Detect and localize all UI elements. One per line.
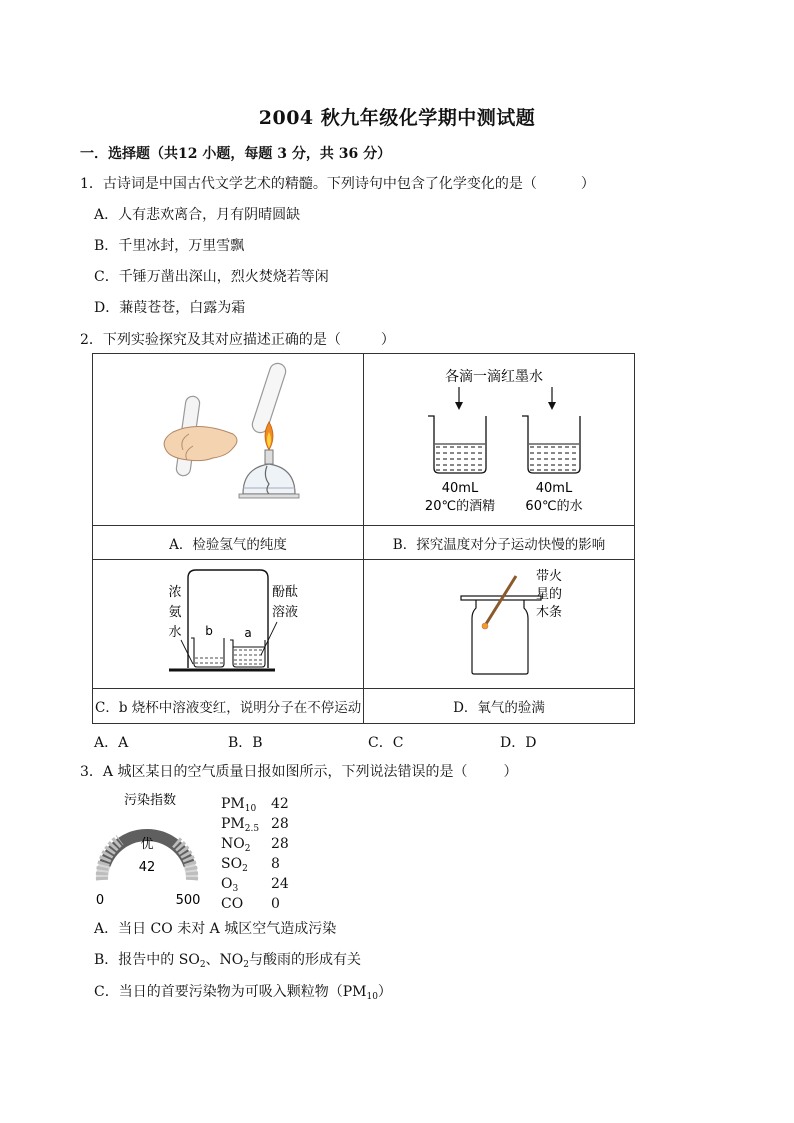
figure-a-cell (93, 354, 364, 526)
molecule-motion-temperature-figure (364, 354, 634, 525)
question-3-option-b: B．报告中的 $SO_2$、$NO_2$与酸雨的形成有关 (94, 952, 362, 970)
pollutant-name: CO (221, 896, 244, 912)
figure-c-cell (93, 560, 364, 689)
figure-b-cell (364, 354, 635, 526)
pollutant-subscript: 2 (244, 844, 251, 854)
splint-label-1: 带火 (536, 569, 563, 584)
right-beaker-volume: 40mL (535, 481, 573, 496)
question-3-option-c: C．当日的首要污染物为可吸入颗粒物$(PM_{10})$ (94, 984, 392, 1002)
pollutant-name: O (221, 876, 233, 892)
question-1-option-b: B．千里冰封，万里雪飘 (94, 238, 245, 254)
red-ink-label: 各滴一滴红墨水 (445, 369, 543, 385)
question-1-option-c: C．千锤万凿出深山，烈火焚烧若等闲 (94, 269, 329, 285)
pollutant-row (221, 815, 289, 834)
gauge-min: 0 (95, 893, 105, 908)
question-3-option-a: A．当日 CO 未对 A 城区空气造成污染 (94, 921, 337, 937)
pollutant-value: 24 (271, 876, 289, 892)
beaker-b-label: b (205, 624, 213, 638)
pollutant-row (221, 795, 289, 814)
pollution-index-gauge (92, 790, 292, 910)
pollutant-value: 28 (271, 816, 289, 832)
air-quality-gauge (92, 790, 292, 910)
left-beaker-desc: 20℃的酒精 (424, 499, 496, 514)
pollutant-value: 28 (271, 836, 289, 852)
question-2-answer-a: A．A (94, 735, 129, 751)
right-beaker-desc: 60℃的水 (525, 499, 583, 514)
beaker-a-label: a (244, 626, 252, 640)
pollutant-value: 8 (271, 856, 280, 872)
pollutant-name: PM (221, 796, 245, 812)
ammonia-label-3: 水 (168, 625, 182, 640)
gauge-max: 500 (175, 893, 201, 908)
phenol-label-1: 酚酞 (271, 585, 299, 600)
figure-d-caption: D．氧气的验满 (364, 689, 635, 724)
section-heading: 一．选择题（共12 小题，每题 3 分，共 36 分） (80, 146, 392, 162)
pollutant-name: PM (221, 816, 245, 832)
figure-b-caption: B．探究温度对分子运动快慢的影响 (364, 526, 635, 560)
hydrogen-purity-test-figure (93, 354, 363, 525)
question-3-stem: 3．A 城区某日的空气质量日报如图所示，下列说法错误的是（ ） (80, 764, 518, 780)
figure-a-caption: A．检验氢气的纯度 (93, 526, 364, 560)
phenol-label-2: 溶液 (271, 605, 299, 620)
question-2-stem: 2．下列实验探究及其对应描述正确的是（ ） (80, 332, 395, 348)
experiment-table (92, 353, 635, 724)
gauge-title: 污染指数 (123, 793, 177, 808)
pollutant-value: 42 (271, 796, 289, 812)
question-1-option-d: D．蒹葭苍苍，白露为霜 (94, 300, 246, 316)
ammonia-label-2: 氨 (168, 605, 182, 620)
pollutant-row (221, 835, 289, 854)
splint-label-2: 星的 (536, 587, 563, 602)
gauge-value: 42 (138, 860, 156, 875)
ammonia-label-1: 浓 (168, 585, 182, 600)
pollutant-subscript: 3 (232, 884, 239, 894)
pollutant-subscript: 2.5 (244, 824, 260, 834)
figure-d-cell (364, 560, 635, 689)
ammonia-diffusion-figure (93, 560, 363, 688)
oxygen-full-test-figure (364, 560, 634, 688)
question-1-stem: 1．古诗词是中国古代文学艺术的精髓。下列诗句中包含了化学变化的是（ ） (80, 176, 595, 192)
pollutant-name: SO (221, 856, 243, 872)
pollutant-row (221, 875, 289, 894)
question-2-answer-b: B．B (228, 735, 263, 751)
splint-label-3: 木条 (536, 605, 563, 620)
pollutant-value: 0 (271, 896, 280, 912)
question-2-answer-c: C．C (368, 735, 404, 751)
left-beaker-volume: 40mL (441, 481, 479, 496)
pollutant-row (221, 895, 280, 913)
question-1-option-a: A．人有悲欢离合，月有阴晴圆缺 (94, 207, 301, 223)
exam-title: 2004 秋九年级化学期中测试题 (258, 107, 536, 129)
pollutant-name: NO (221, 836, 245, 852)
pollutant-subscript: 10 (244, 804, 257, 814)
question-2-answer-d: D．D (500, 735, 537, 751)
gauge-level: 优 (140, 837, 154, 852)
pollutant-subscript: 2 (242, 864, 248, 874)
figure-c-caption: C．b 烧杯中溶液变红，说明分子在不停运动 (93, 689, 364, 724)
pollutant-row (221, 855, 280, 874)
